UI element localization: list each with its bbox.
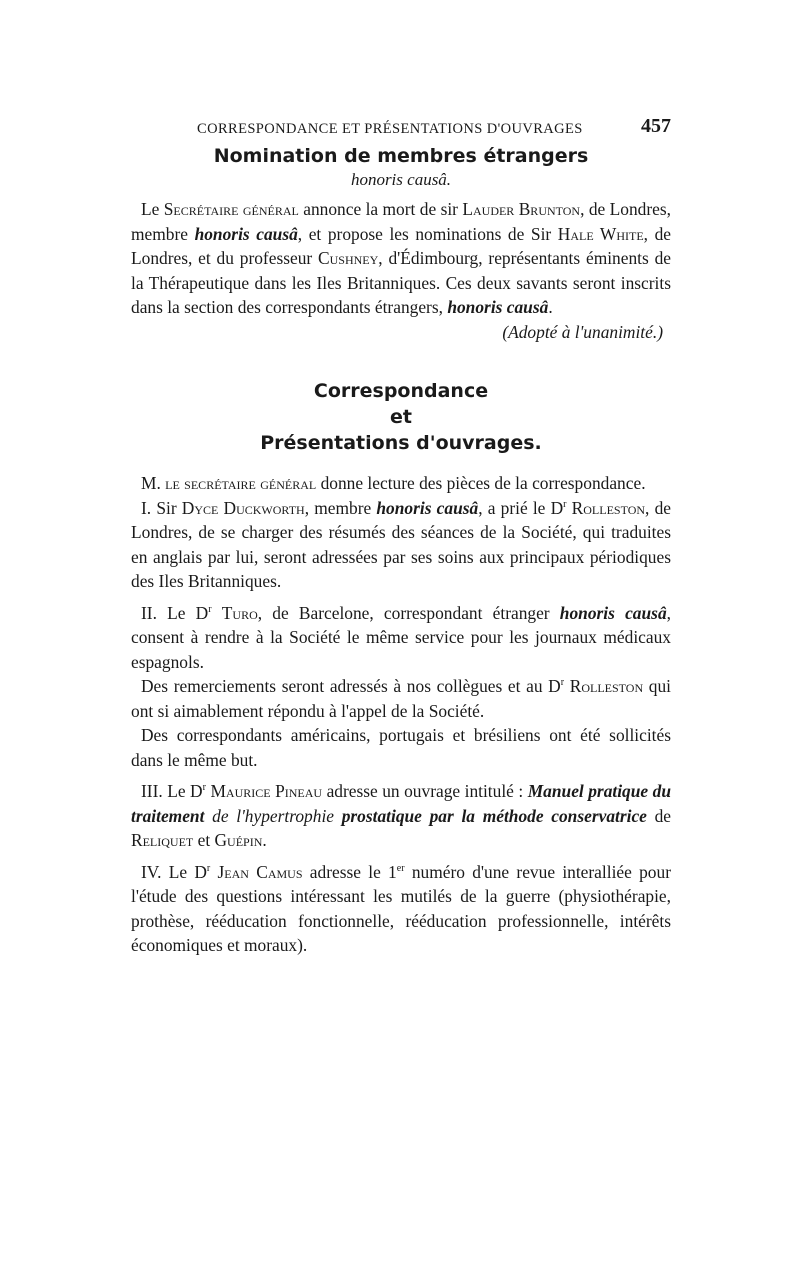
section-correspondance	[131, 378, 671, 958]
title-line-2: et	[390, 406, 412, 428]
running-head	[131, 115, 671, 143]
title-line-1: Correspondance	[313, 380, 489, 402]
book-page	[131, 115, 671, 958]
section-title-nomination: Nomination de membres étrangers	[213, 145, 589, 167]
paragraph-item-1: I. Sir Dyce Duckworth, membre honoris causâ, a prié le $D^r$ Rolleston, de Londres, de se charger des résumés des séances de la Société, qui traduites en anglais par lui, seront adressées par ses soins aux principaux périodiques des Iles Britanniques.	[131, 497, 671, 591]
page-number: 457	[641, 115, 671, 137]
section-title-correspondance	[131, 378, 671, 457]
paragraph-nomination: Le Secrétaire général annonce la mort de sir Lauder Brunton, de Londres, membre honoris causâ, et propose les nominations de Sir Hale White, de Londres, et du professeur Cushney, d'Édimbourg, représentants éminents de la Thérapeutique dans les Iles Britanniques. Ces deux savants seront inscrits dans la section des correspondants étrangers, honoris causâ.	[131, 199, 672, 317]
paragraph-item-4: IV. Le $D^r$ Jean Camus adresse le 1er numéro d'une revue interalliée pour l'étude des questions intéressant les mutilés de la guerre (physiothérapie, prothèse, rééducation fonctionnelle, rééducation professionnelle, intérêts économiques et moraux).	[131, 861, 671, 955]
section-subtitle: honoris causâ.	[350, 170, 452, 189]
paragraph-item-3: III. Le $D^r$ Maurice Pineau adresse un ouvrage intitulé : Manuel pratique du traitement de l'hypertrophie prostatique par la méthode conservatrice de Reliquet et Guépin.	[131, 781, 672, 850]
paragraph-correspondants: Des correspondants américains, portugais et brésiliens ont été sollicités dans le même but.	[131, 725, 671, 770]
section-nomination	[131, 143, 671, 344]
paragraph-intro: M. le secrétaire général donne lecture des pièces de la correspondance.	[141, 473, 646, 493]
running-title: CORRESPONDANCE ET PRÉSENTATIONS D'OUVRAGES	[197, 121, 583, 137]
paragraph-thanks: Des remerciements seront adressés à nos collègues et au $D^r$ Rolleston qui ont si aimablement répondu à l'appel de la Société.	[131, 676, 671, 721]
paragraph-item-2: II. Le $D^r$ Turo, de Barcelone, correspondant étranger honoris causâ, consent à rendre à la Société le même service pour les journaux médicaux espagnols.	[131, 602, 672, 672]
title-line-3: Présentations d'ouvrages.	[260, 432, 542, 454]
adoption-note: (Adopté à l'unanimité.)	[502, 321, 663, 342]
